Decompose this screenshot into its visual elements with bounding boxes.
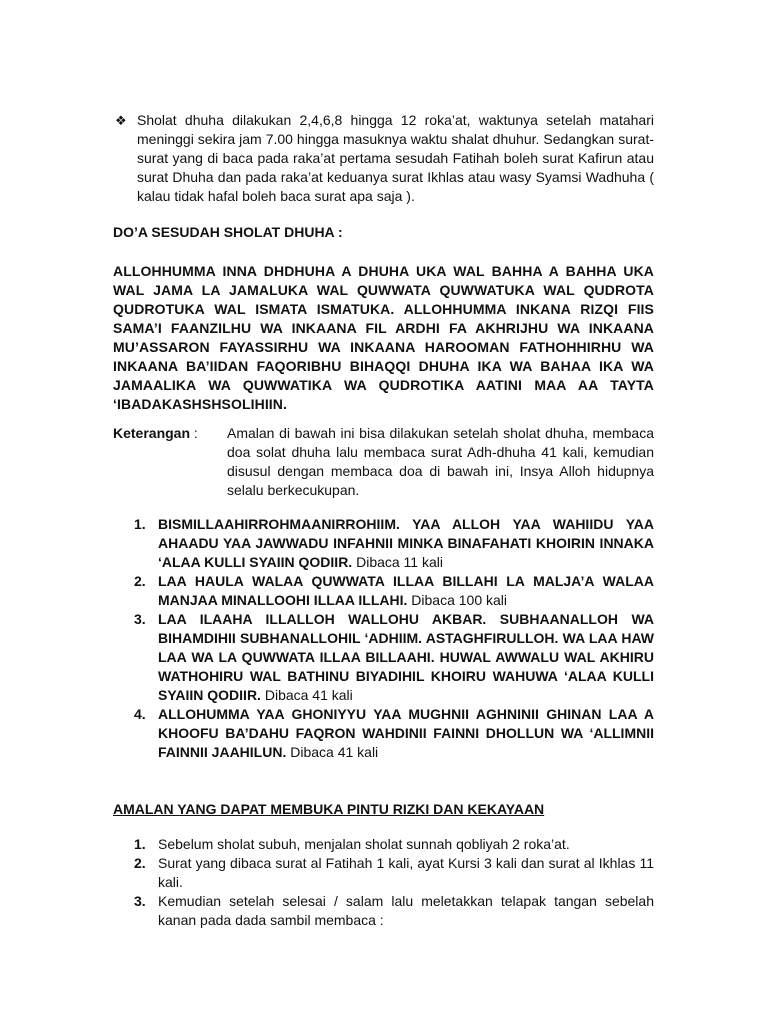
- list-item: [113, 705, 654, 762]
- doa-item-text: BISMILLAAHIRROHMAANIRROHIIM. YAA ALLOH YAA WAHIIDU YAA AHAADU YAA JAWWADU INFAHNII MINKA BINAFAHATI KHOIRIN INNAKA ‘ALAA KULLI SYAIIN QODIIR.: [158, 516, 654, 570]
- intro-bullet-item: [113, 111, 654, 206]
- list-item: [113, 515, 654, 572]
- doa-text: ALLOHHUMMA INNA DHDHUHA A DHUHA UKA WAL BAHHA A BAHHA UKA WAL JAMA LA JAMALUKA WAL QUWWATA QUWWATUKA WAL QUDROTA QUDROTUKA WAL ISMATA ISMATUKA. ALLOHHUMMA INKANA RIZQI FIIS SAMA’I FAANZILHU WA INKAANA FIL ARDHI FA AKHRIJHU WA INKAANA MU’ASSARON FAYASSIRHU WA INKAANA HAROOMAN FATHOHHIRHU WA INKAANA BA’IIDAN FAQORIBHU BIHAQQI DHUHA IKA WA BAHAA IKA WA JAMAALIKA WA QUWWATIKA WA QUDROTIKA AATINI MAA AA TAYTA ‘IBADAKASHSHSOLIHIIN.: [113, 263, 654, 412]
- doa-list: [113, 515, 654, 762]
- amalan-item-text: Surat yang dibaca surat al Fatihah 1 kali, ayat Kursi 3 kali dan surat al Ikhlas 11 kali.: [158, 855, 654, 890]
- doa-item-note: Dibaca 11 kali: [352, 554, 443, 570]
- amalan-item-text: Kemudian setelah selesai / salam lalu meletakkan telapak tangan sebelah kanan pada dada sambil membaca :: [158, 893, 654, 928]
- amalan-item-text: Sebelum sholat subuh, menjalan sholat sunnah qobliyah 2 roka’at.: [158, 836, 570, 852]
- list-item: [113, 892, 654, 930]
- list-item: [113, 610, 654, 705]
- amalan-heading-row: [113, 800, 654, 819]
- amalan-heading: AMALAN YANG DAPAT MEMBUKA PINTU RIZKI DAN KEKAYAAN: [113, 801, 545, 817]
- keterangan-label: Keterangan: [113, 425, 191, 441]
- list-number: 3.: [134, 611, 146, 627]
- list-item: [113, 854, 654, 892]
- doa-item-note: Dibaca 100 kali: [407, 592, 508, 608]
- doa-item-text: LAA ILAAHA ILLALLOH WALLOHU AKBAR. SUBHAANALLOH WA BIHAMDIHII SUBHANALLOHIL ‘ADHIIM. ASTAGHFIRULLOH. WA LAA HAW LAA WA LA QUWWATA ILLAA BILLAAHI. HUWAL AWWALU WAL AKHIRU WATHOHIRU WAL BATHINU BIYADIHIL KHOIRU WAHUWA ‘ALAA KULLI SYAIIN QODIIR.: [158, 611, 654, 703]
- intro-paragraph: Sholat dhuha dilakukan 2,4,6,8 hingga 12 roka’at, waktunya setelah matahari meninggi sekira jam 7.00 hingga masuknya waktu shalat dhuhur. Sedangkan surat-surat yang di baca pada raka’at pertama sesudah Fatihah boleh surat Kafirun atau surat Dhuha dan pada raka’at keduanya surat Ikhlas atau wasy Syamsi Wadhuha ( kalau tidak hafal boleh baca surat apa saja ).: [137, 112, 654, 204]
- list-number: 1.: [134, 516, 146, 532]
- keterangan-separator: :: [190, 425, 198, 441]
- doa-item-text: ALLOHUMMA YAA GHONIYYU YAA MUGHNII AGHNINII GHINAN LAA A KHOOFU BA’DAHU FAQRON WAHDINII FAINNI DHOLLUN WA ‘ALLIMNII FAINNII JAAHILUN.: [158, 706, 654, 760]
- amalan-list: [113, 835, 654, 930]
- list-number: 3.: [134, 893, 146, 909]
- keterangan-label-row: [113, 424, 198, 443]
- doa-heading: DO’A SESUDAH SHOLAT DHUHA :: [113, 224, 343, 240]
- list-number: 4.: [134, 706, 146, 722]
- doa-item-text: LAA HAULA WALAA QUWWATA ILLAA BILLAHI LA MALJA’A WALAA MANJAA MINALLOOHI ILLAA ILLAHI.: [158, 573, 654, 608]
- list-number: 2.: [134, 573, 146, 589]
- list-number: 2.: [134, 855, 146, 871]
- list-number: 1.: [134, 836, 146, 852]
- doa-item-note: Dibaca 41 kali: [286, 744, 379, 760]
- keterangan-text: Amalan di bawah ini bisa dilakukan setelah sholat dhuha, membaca doa solat dhuha lalu membaca surat Adh-dhuha 41 kali, kemudian disusul dengan membaca doa di bawah ini, Insya Alloh hidupnya selalu berkecukupan.: [227, 425, 654, 498]
- list-item: [113, 835, 654, 854]
- doa-item-note: Dibaca 41 kali: [260, 687, 353, 703]
- list-item: [113, 572, 654, 610]
- diamond-bullet-icon: ❖: [115, 113, 127, 128]
